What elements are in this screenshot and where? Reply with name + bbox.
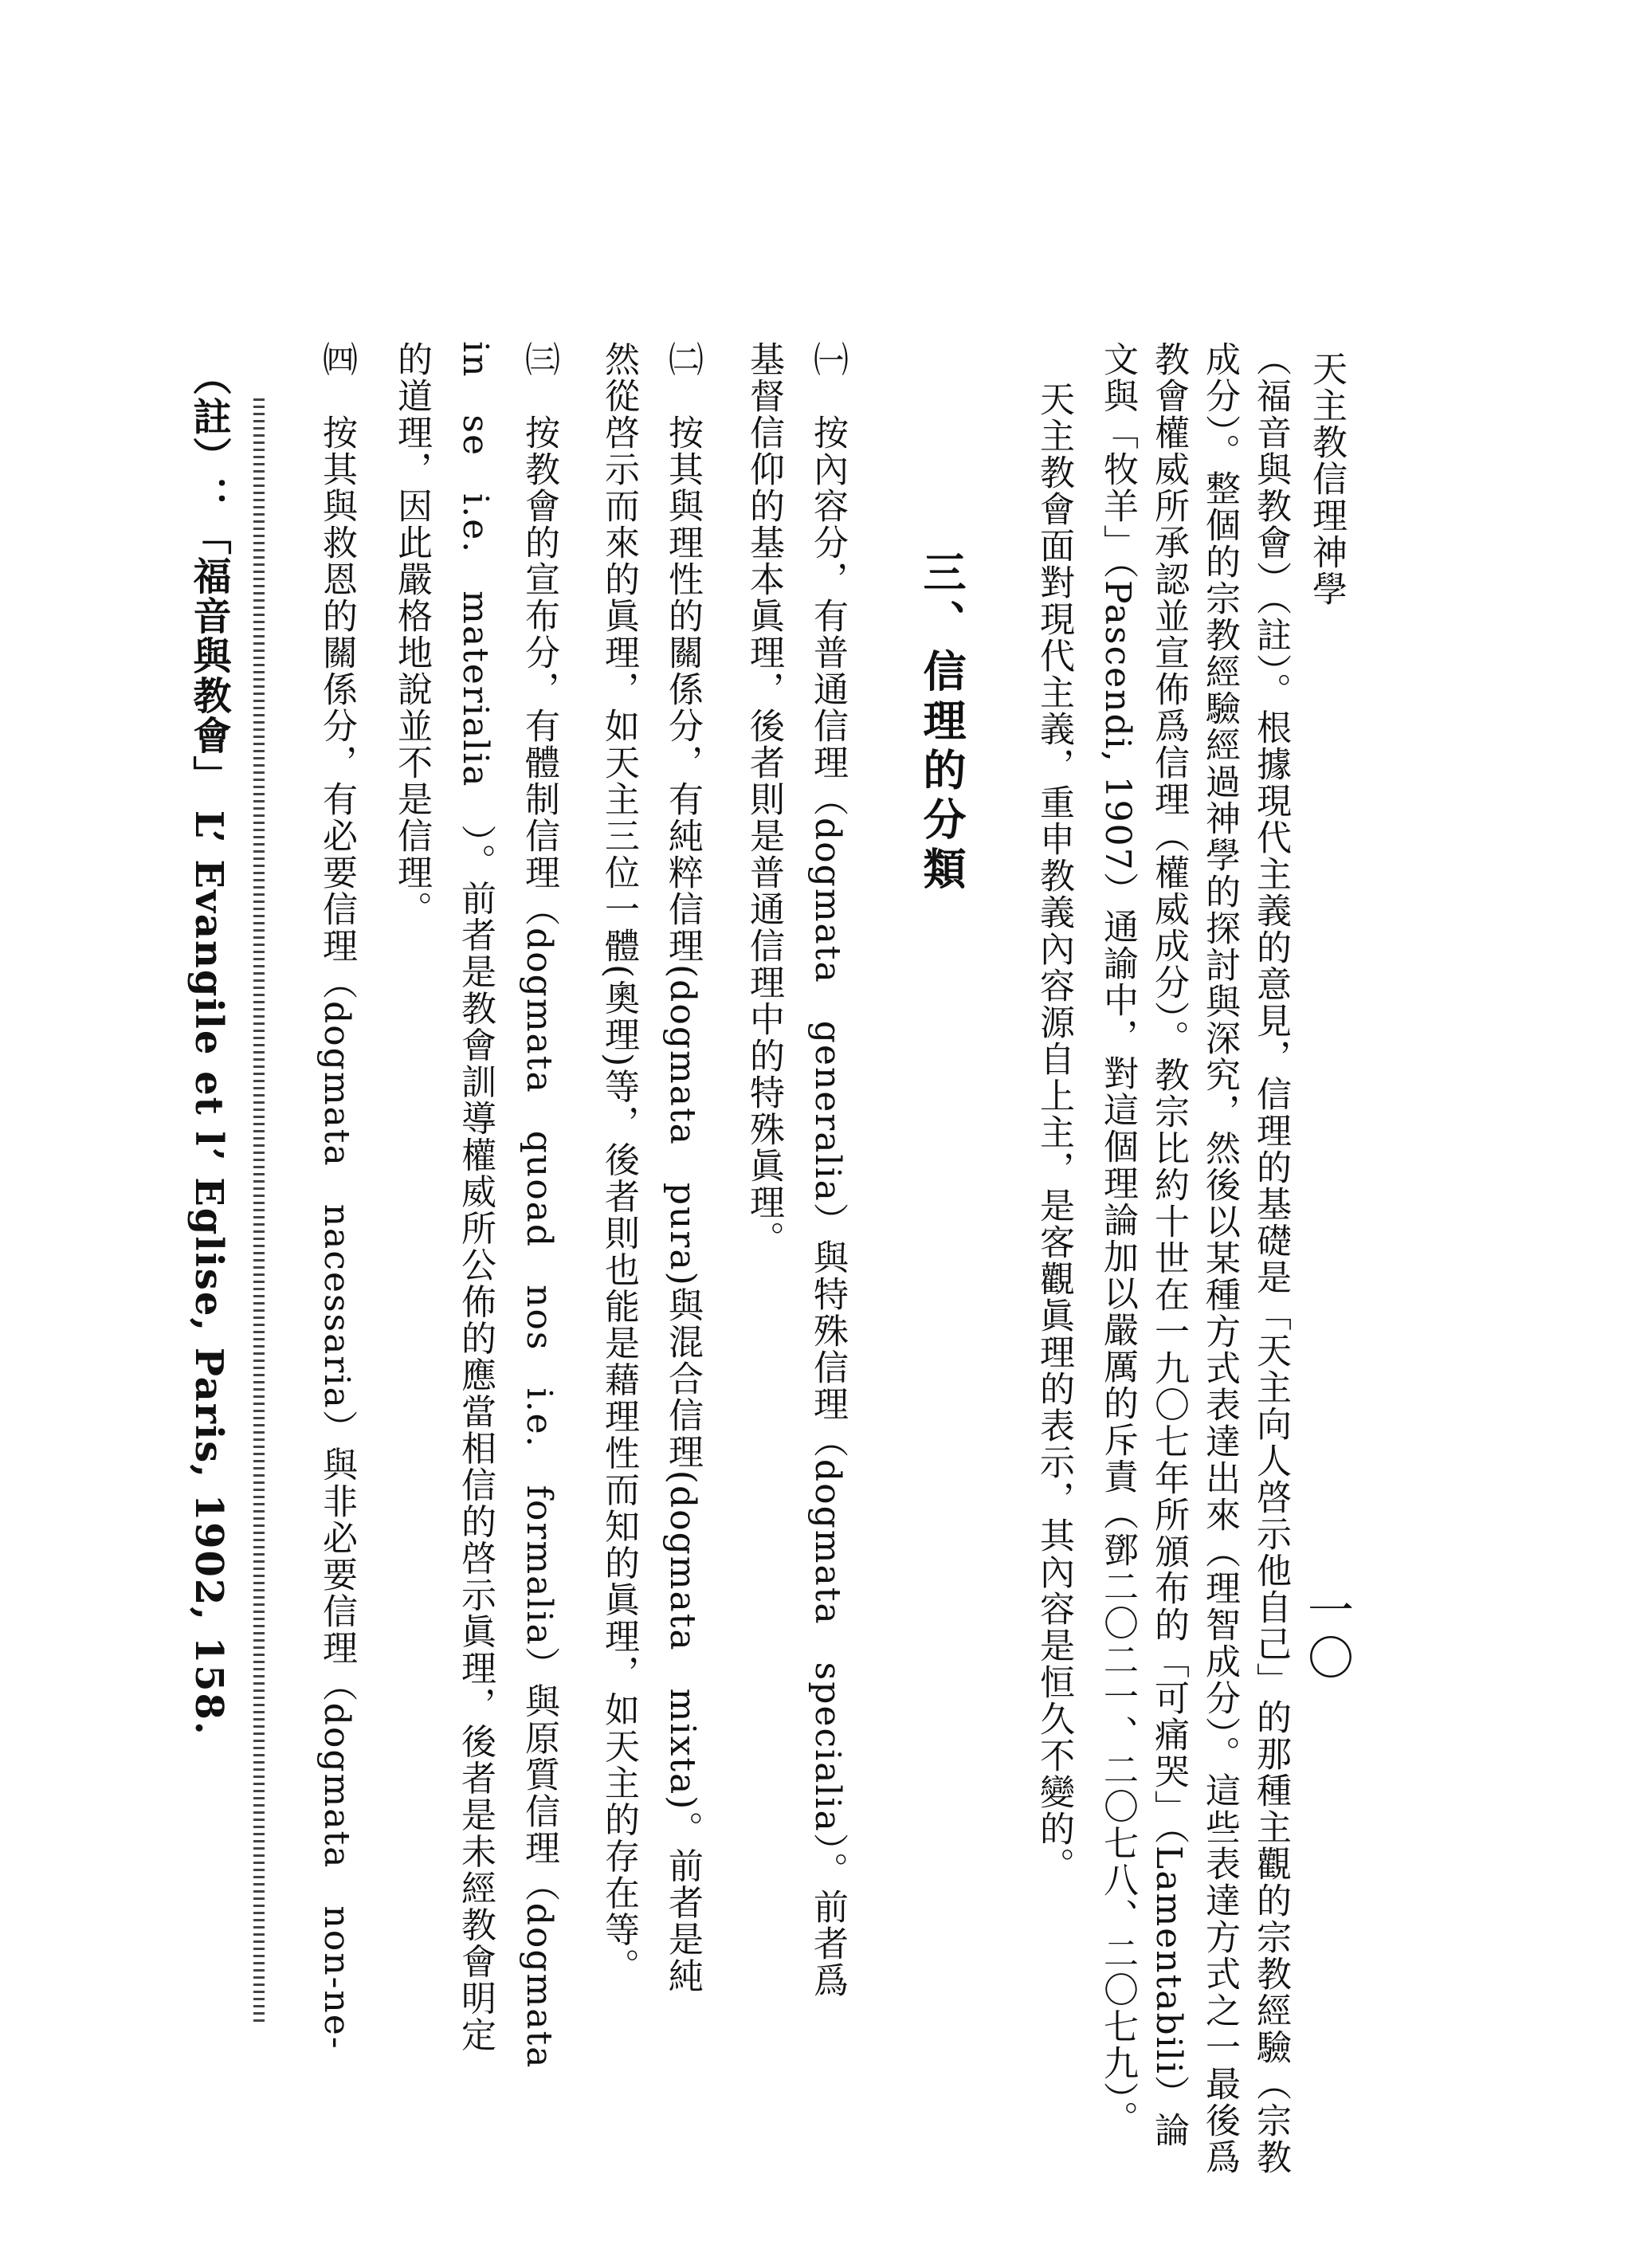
paragraph-line: 教會權威所承認並宣佈爲信理（權威成分）。教宗比約十世在一九〇七年所頒布的「可痛哭」（Lamentabili）論 — [1148, 341, 1189, 2148]
list-item-line: ㈠ 按內容分，有普通信理（dogmata generalia）與特殊信理（dogmata specialia）。前者爲 — [807, 341, 848, 1999]
section-heading: 三、信理的分類 — [916, 550, 967, 896]
list-item-line: 基督信仰的基本眞理，後者則是普通信理中的特殊眞理。 — [743, 341, 784, 1258]
paragraph-line: （福音與教會）（註）。根據現代主義的意見，信理的基礎是「天主向人啓示他自己」的那種主觀的宗教經驗（宗教 — [1250, 341, 1291, 2176]
paragraph-line: 文與「牧羊」（Pascendi, 1907）通諭中，對這個理論加以嚴厲的斥責（鄧二〇二一、二〇七八、二〇七九）。 — [1097, 341, 1138, 2137]
list-item-line: 的道理，因此嚴格地說並不是信理。 — [391, 341, 432, 928]
list-item-line: ㈢ 按教會的宣布分，有體制信理（dogmata quoad nos i.e. formalia）與原質信理（dogmata — [519, 341, 559, 2070]
list-item-line: in se i.e. materialia ）。前者是教會訓導權威所公佈的應當相信的啓示眞理，後者是未經教會明定 — [455, 341, 496, 2054]
paragraph-line: 天主教會面對現代主義，重申教義內容源自上主，是客觀眞理的表示，其內容是恒久不變的。 — [1034, 381, 1074, 1884]
footnote: （註）：「福音與教會」 L’ Evangile et l’ Eglise, Paris, 1902, 158. — [186, 357, 231, 1736]
list-item-line: ㈡ 按其與理性的關係分，有純粹信理(dogmata pura)與混合信理(dogmata mixta)。前者是純 — [662, 341, 703, 1995]
list-item-line: 然從啓示而來的眞理，如天主三位一體(奧理)等，後者則也能是藉理性而知的眞理，如天主的存在等。 — [598, 341, 639, 1985]
list-item-line: ㈣ 按其與救恩的關係分，有必要信理（dogmata nacessaria）與非必要信理（dogmata non-ne- — [316, 341, 357, 2050]
page-number: 一〇 — [1300, 1586, 1354, 1681]
footnote-divider — [253, 398, 265, 2024]
paragraph-line: 成分）。整個的宗教經驗經過神學的探討與深究，然後以某種方式表達出來（理智成分）。這些表達方式之一最後爲 — [1199, 341, 1240, 2176]
page-header-title: 天主教信理神學 — [1306, 351, 1347, 607]
